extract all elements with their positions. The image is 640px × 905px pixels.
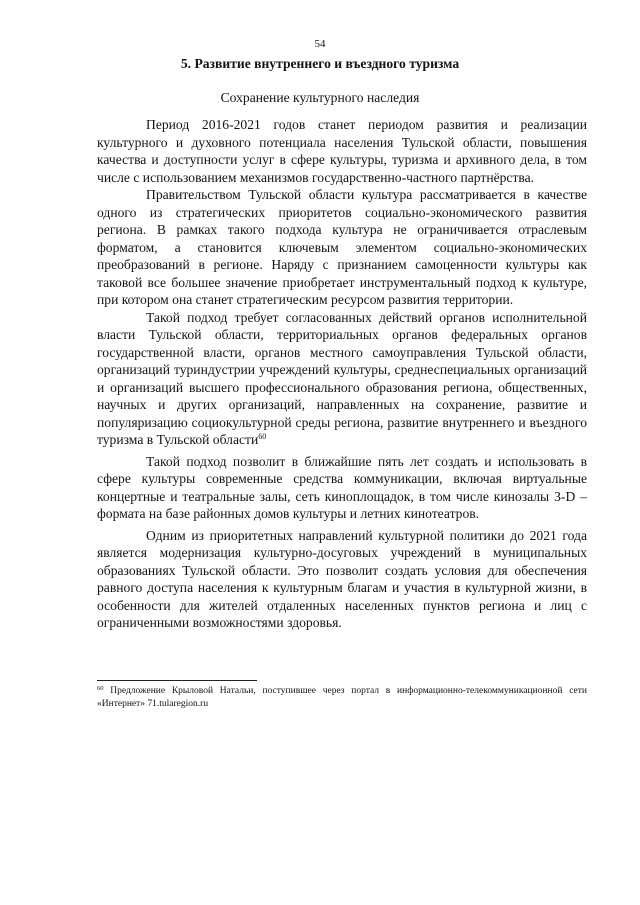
body-text <box>97 116 587 632</box>
paragraph-text: Одним из приоритетных направлений культурной политики до 2021 года является модернизация культурно-досуговых учреждений в муниципальных образованиях Тульской области. Это позволит создать условия для обеспечения равного доступа населения к культурным благам и участия в культурной жизни, в особенности для жителей отдаленных населенных пунктов региона и лиц с ограниченными возможностями здоровья. <box>97 527 587 630</box>
footnote-text: Предложение Крыловой Натальи, поступившее через портал в информационно-телекоммуникационной сети «Интернет» 71.tularegion.ru <box>97 686 587 709</box>
footnote-reference[interactable]: 60 <box>258 432 267 441</box>
paragraph-text: Правительством Тульской области культура рассматривается в качестве одного из стратегических приоритетов социально-экономического развития региона. В рамках такого подхода культура не ограничивается отраслевым форматом, а становится ключевым элементом социально-экономических преобразований в регионе. Наряду с признанием самоценности культуры как таковой все большее значение приобретает инструментальный подход к культуре, при котором она станет стратегическим ресурсом развития территории. <box>97 187 587 307</box>
paragraph-2 <box>97 186 587 309</box>
paragraph-4 <box>97 453 587 523</box>
section-subheading: Сохранение культурного наследия <box>220 90 420 105</box>
paragraph-1 <box>97 116 587 186</box>
paragraph-5 <box>97 527 587 632</box>
footnote-divider <box>97 680 257 681</box>
paragraph-text: Такой подход позволит в ближайшие пять лет создать и использовать в сфере культуры современные средства коммуникации, включая виртуальные концертные и театральные залы, сеть киноплощадок, в том числе кинозалы 3-D – формата на базе районных домов культуры и летних кинотеатров. <box>97 453 587 521</box>
footnote-number: 60 <box>97 685 104 692</box>
section-heading: 5. Развитие внутреннего и въездного туризма <box>180 56 460 71</box>
paragraph-text: Такой подход требует согласованных действий органов исполнительной власти Тульской области, территориальных органов федеральных органов государственной власти, органов местного самоуправления Тульской области, организаций туриндустрии учреждений культуры, среднеспециальных организаций и организаций высшего профессионального образования региона, общественных, научных и других организаций, направленных на сохранение, развитие и популяризацию социокультурной среды региона, развитие внутреннего и въездного туризма в Тульской области <box>97 309 587 447</box>
paragraph-text: Период 2016-2021 годов станет периодом развития и реализации культурного и духовного потенциала населения Тульской области, повышения качества и доступности услуг в сфере культуры, туризма и архивного дела, в том числе с использованием механизмов государственно-частного партнёрства. <box>97 117 587 185</box>
footnote <box>97 685 587 710</box>
paragraph-3 <box>97 309 587 449</box>
page-number: 54 <box>314 38 326 50</box>
